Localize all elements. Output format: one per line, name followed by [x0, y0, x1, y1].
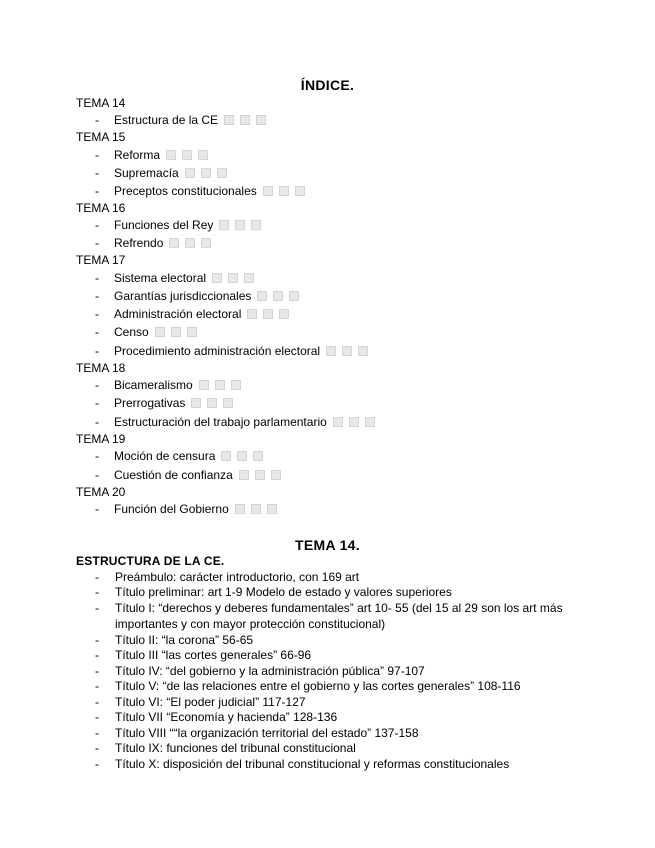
placeholder-boxes	[224, 114, 272, 128]
placeholder-boxes	[333, 416, 381, 430]
index-item: - Estructura de la CE	[95, 113, 272, 128]
placeholder-boxes	[155, 326, 203, 340]
placeholder-boxes	[326, 345, 374, 359]
placeholder-boxes	[247, 308, 295, 322]
placeholder-boxes	[239, 469, 287, 483]
index-item: - Reforma	[95, 148, 214, 163]
index-item: - Funciones del Rey	[95, 218, 267, 233]
placeholder-boxes	[263, 185, 311, 199]
index-item: - Supremacía	[95, 166, 233, 181]
placeholder-boxes	[191, 397, 239, 411]
placeholder-boxes	[212, 272, 260, 286]
index-item: - Prerrogativas	[95, 396, 239, 411]
index-tema-16: TEMA 16	[76, 201, 126, 215]
placeholder-boxes	[166, 149, 214, 163]
tema-14-title: TEMA 14.	[295, 537, 360, 553]
index-item: - Administración electoral	[95, 307, 295, 322]
placeholder-boxes	[221, 450, 269, 464]
index-tema-18: TEMA 18	[76, 361, 126, 375]
tema-14-subtitle: ESTRUCTURA DE LA CE.	[76, 554, 225, 568]
index-tema-17: TEMA 17	[76, 253, 126, 267]
index-item: - Bicameralismo	[95, 378, 247, 393]
tema-14-bullet: - Título I: “derechos y deberes fundamentales” art 10- 55 (del 15 al 29 son los art más importantes y con mayor protección constitucional)	[95, 601, 563, 631]
tema-14-bullet: - Título X: disposición del tribunal constitucional y reformas constitucionales	[95, 757, 510, 771]
tema-14-bullet: - Título VI: “El poder judicial” 117-127	[95, 695, 306, 709]
tema-14-bullet: - Título IX: funciones del tribunal constitucional	[95, 741, 356, 755]
placeholder-boxes	[185, 167, 233, 181]
placeholder-boxes	[235, 503, 283, 517]
placeholder-boxes	[219, 219, 267, 233]
tema-14-bullet: - Título preliminar: art 1-9 Modelo de estado y valores superiores	[95, 585, 452, 599]
index-item: - Estructuración del trabajo parlamentario	[95, 415, 381, 430]
index-item: - Preceptos constitucionales	[95, 184, 311, 199]
tema-14-bullet: - Título V: “de las relaciones entre el gobierno y las cortes generales” 108-116	[95, 679, 521, 693]
index-item: - Función del Gobierno	[95, 502, 283, 517]
tema-14-bullet: - Título III “las cortes generales” 66-96	[95, 648, 312, 662]
tema-14-bullet: - Título IV: “del gobierno y la administración pública” 97-107	[95, 664, 425, 678]
index-item: - Censo	[95, 325, 203, 340]
index-tema-19: TEMA 19	[76, 432, 126, 446]
index-item: - Refrendo	[95, 236, 217, 251]
index-item: - Cuestión de confianza	[95, 468, 287, 483]
index-tema-15: TEMA 15	[76, 130, 126, 144]
tema-14-bullet: - Preámbulo: carácter introductorio, con 169 art	[95, 570, 360, 584]
index-item: - Moción de censura	[95, 449, 269, 464]
tema-14-bullet: - Título II: “la corona” 56-65	[95, 633, 254, 647]
tema-14-bullet: - Título VIII ““la organización territorial del estado” 137-158	[95, 726, 419, 740]
placeholder-boxes	[199, 379, 247, 393]
tema-14-bullet: - Título VII “Economía y hacienda” 128-136	[95, 710, 338, 724]
placeholder-boxes	[169, 237, 217, 251]
index-item: - Procedimiento administración electoral	[95, 344, 374, 359]
index-title: ÍNDICE.	[300, 77, 355, 93]
index-item: - Sistema electoral	[95, 271, 260, 286]
index-tema-20: TEMA 20	[76, 485, 126, 499]
placeholder-boxes	[257, 290, 305, 304]
index-item: - Garantías jurisdiccionales	[95, 289, 305, 304]
index-tema-14: TEMA 14	[76, 96, 126, 110]
